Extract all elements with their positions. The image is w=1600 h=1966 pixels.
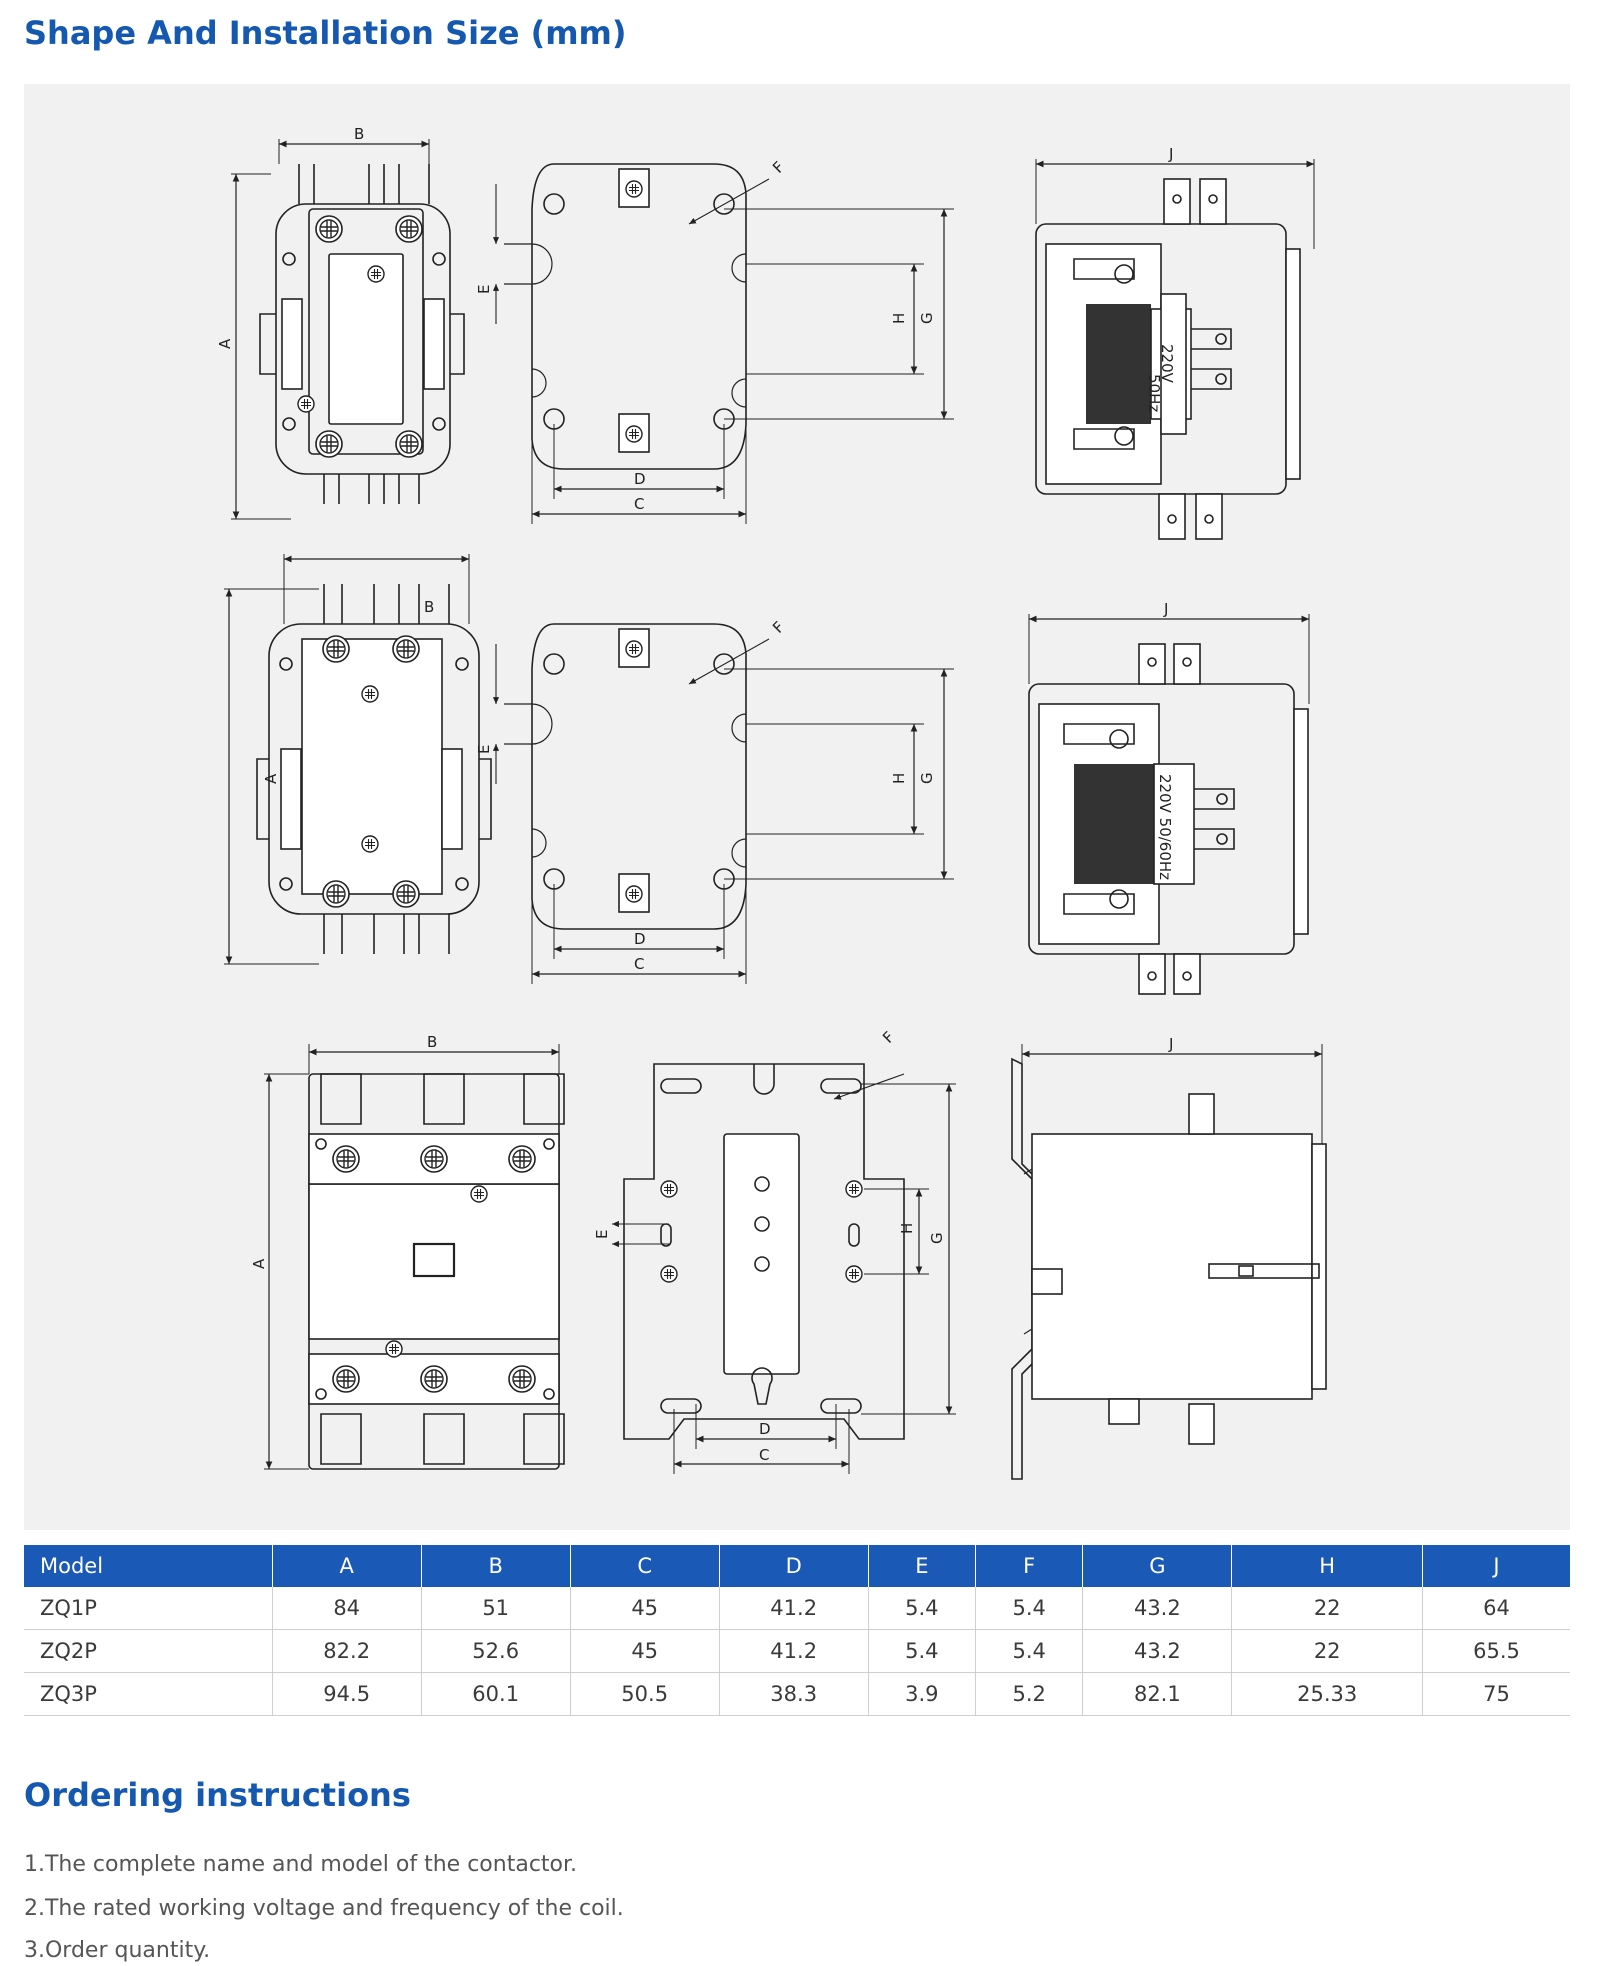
zq1-base-dimensions <box>496 179 954 524</box>
header-d: D <box>719 1545 868 1587</box>
table-row <box>24 1673 1570 1716</box>
coil-label-zq1: 220V <box>1158 344 1176 383</box>
ordering-item: 1.The complete name and model of the contactor. <box>24 1852 578 1877</box>
ordering-section-title: Ordering instructions <box>24 1776 411 1814</box>
header-g: G <box>1083 1545 1232 1587</box>
zq1-front-view <box>260 164 464 504</box>
cell-f: 5.4 <box>976 1587 1083 1630</box>
cell-h: 22 <box>1232 1630 1423 1673</box>
cell-a: 84 <box>272 1587 421 1630</box>
ordering-item: 2.The rated working voltage and frequency of the coil. <box>24 1896 624 1921</box>
table-row <box>24 1587 1570 1630</box>
cell-f: 5.4 <box>976 1630 1083 1673</box>
header-e: E <box>868 1545 975 1587</box>
table-header-row <box>24 1545 1570 1587</box>
label-e: E <box>475 284 493 294</box>
cell-g: 43.2 <box>1083 1587 1232 1630</box>
label-c: C <box>759 1446 770 1464</box>
cell-model: ZQ1P <box>24 1587 272 1630</box>
cell-h: 22 <box>1232 1587 1423 1630</box>
cell-c: 45 <box>570 1630 719 1673</box>
ordering-item: 3.Order quantity. <box>24 1938 211 1963</box>
coil-label-zq1-small: 50Hz <box>1145 374 1163 413</box>
label-b: B <box>354 125 365 143</box>
label-g: G <box>918 312 936 324</box>
coil-label-zq2: 220V 50/60Hz <box>1156 774 1174 881</box>
cell-j: 64 <box>1423 1587 1570 1630</box>
cell-e: 5.4 <box>868 1587 975 1630</box>
cell-model: ZQ3P <box>24 1673 272 1716</box>
label-f: F <box>769 157 788 177</box>
cell-c: 45 <box>570 1587 719 1630</box>
label-d: D <box>634 930 646 948</box>
cell-b: 52.6 <box>421 1630 570 1673</box>
label-a: A <box>216 338 234 349</box>
zq2-base-dimensions <box>496 639 954 984</box>
cell-a: 82.2 <box>272 1630 421 1673</box>
installation-drawings <box>24 84 1570 1530</box>
cell-j: 75 <box>1423 1673 1570 1716</box>
zq3-side-view <box>1012 1059 1326 1479</box>
label-b: B <box>427 1033 438 1051</box>
label-j: J <box>1169 1035 1174 1053</box>
label-h: H <box>898 1222 916 1234</box>
cell-h: 25.33 <box>1232 1673 1423 1716</box>
shape-section-title: Shape And Installation Size (mm) <box>24 14 627 52</box>
cell-d: 41.2 <box>719 1630 868 1673</box>
label-h: H <box>890 772 908 784</box>
label-j: J <box>1164 600 1169 618</box>
label-e: E <box>593 1229 611 1239</box>
label-e: E <box>475 744 493 754</box>
header-a: A <box>272 1545 421 1587</box>
label-d: D <box>634 470 646 488</box>
zq2-front-view <box>257 584 491 954</box>
label-j: J <box>1169 145 1174 163</box>
cell-g: 82.1 <box>1083 1673 1232 1716</box>
label-g: G <box>918 772 936 784</box>
installation-drawings-panel <box>24 84 1570 1530</box>
zq3-side-dimensions <box>1022 1044 1322 1144</box>
label-c: C <box>634 955 645 973</box>
zq2-base-plate-view <box>504 624 746 929</box>
header-j: J <box>1423 1545 1570 1587</box>
cell-e: 3.9 <box>868 1673 975 1716</box>
cell-f: 5.2 <box>976 1673 1083 1716</box>
cell-a: 94.5 <box>272 1673 421 1716</box>
table-row <box>24 1630 1570 1673</box>
label-d: D <box>759 1420 771 1438</box>
dimension-table <box>24 1545 1570 1716</box>
header-b: B <box>421 1545 570 1587</box>
cell-b: 51 <box>421 1587 570 1630</box>
cell-d: 38.3 <box>719 1673 868 1716</box>
label-a: A <box>250 1258 268 1269</box>
label-a: A <box>262 773 280 784</box>
label-f: F <box>879 1027 898 1047</box>
label-c: C <box>634 495 645 513</box>
zq3-front-view <box>309 1074 564 1469</box>
cell-j: 65.5 <box>1423 1630 1570 1673</box>
zq1-base-plate-view <box>504 164 746 469</box>
label-h: H <box>890 312 908 324</box>
cell-g: 43.2 <box>1083 1630 1232 1673</box>
header-c: C <box>570 1545 719 1587</box>
cell-c: 50.5 <box>570 1673 719 1716</box>
label-g: G <box>928 1232 946 1244</box>
header-h: H <box>1232 1545 1423 1587</box>
header-model: Model <box>24 1545 272 1587</box>
header-f: F <box>976 1545 1083 1587</box>
label-f: F <box>769 617 788 637</box>
cell-b: 60.1 <box>421 1673 570 1716</box>
zq2-side-dimensions <box>1029 614 1309 704</box>
cell-d: 41.2 <box>719 1587 868 1630</box>
cell-model: ZQ2P <box>24 1630 272 1673</box>
cell-e: 5.4 <box>868 1630 975 1673</box>
zq3-base-plate-view <box>624 1064 904 1439</box>
label-b: B <box>424 598 435 616</box>
